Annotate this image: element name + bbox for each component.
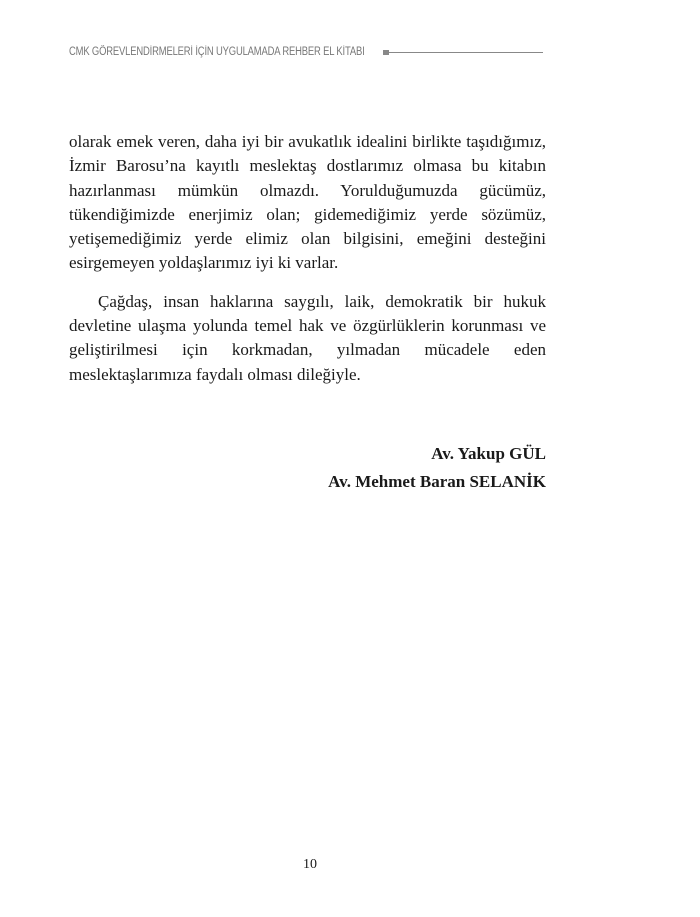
- paragraph: Çağdaş, insan haklarına saygılı, laik, demokratik bir hukuk devletine ulaşma yolunda temel hak ve özgürlüklerin korunması ve geliştirilmesi için korkmadan, yılmadan mücadele eden meslektaşlarımıza faydalı olması dileğiyle.: [69, 291, 546, 384]
- header-rule: [389, 52, 543, 53]
- header-title: CMK GÖREVLENDİRMELERİ İÇİN UYGULAMADA REHBER EL KİTABI: [69, 46, 365, 58]
- body-text: [69, 130, 546, 401]
- signature-name: Av. Yakup GÜL: [431, 444, 546, 463]
- page-number: 10: [303, 857, 317, 872]
- signature-block: [328, 440, 546, 496]
- running-header: [69, 46, 543, 58]
- signature-name: Av. Mehmet Baran SELANİK: [328, 472, 546, 491]
- paragraph: olarak emek veren, daha iyi bir avukatlık idealini birlikte taşıdığımız, İzmir Barosu’na kayıtlı meslektaş dostlarımız olmasa bu kitabın hazırlanması mümkün olmazdı. Yorulduğumuzda gücümüz, tükendiğimizde enerjimiz olan; gidemediğimiz yerde sözümüz, yetişemediğimiz yerde elimiz olan bilgisini, emeğini desteğini esirgemeyen yoldaşlarımız iyi ki varlar.: [69, 132, 546, 273]
